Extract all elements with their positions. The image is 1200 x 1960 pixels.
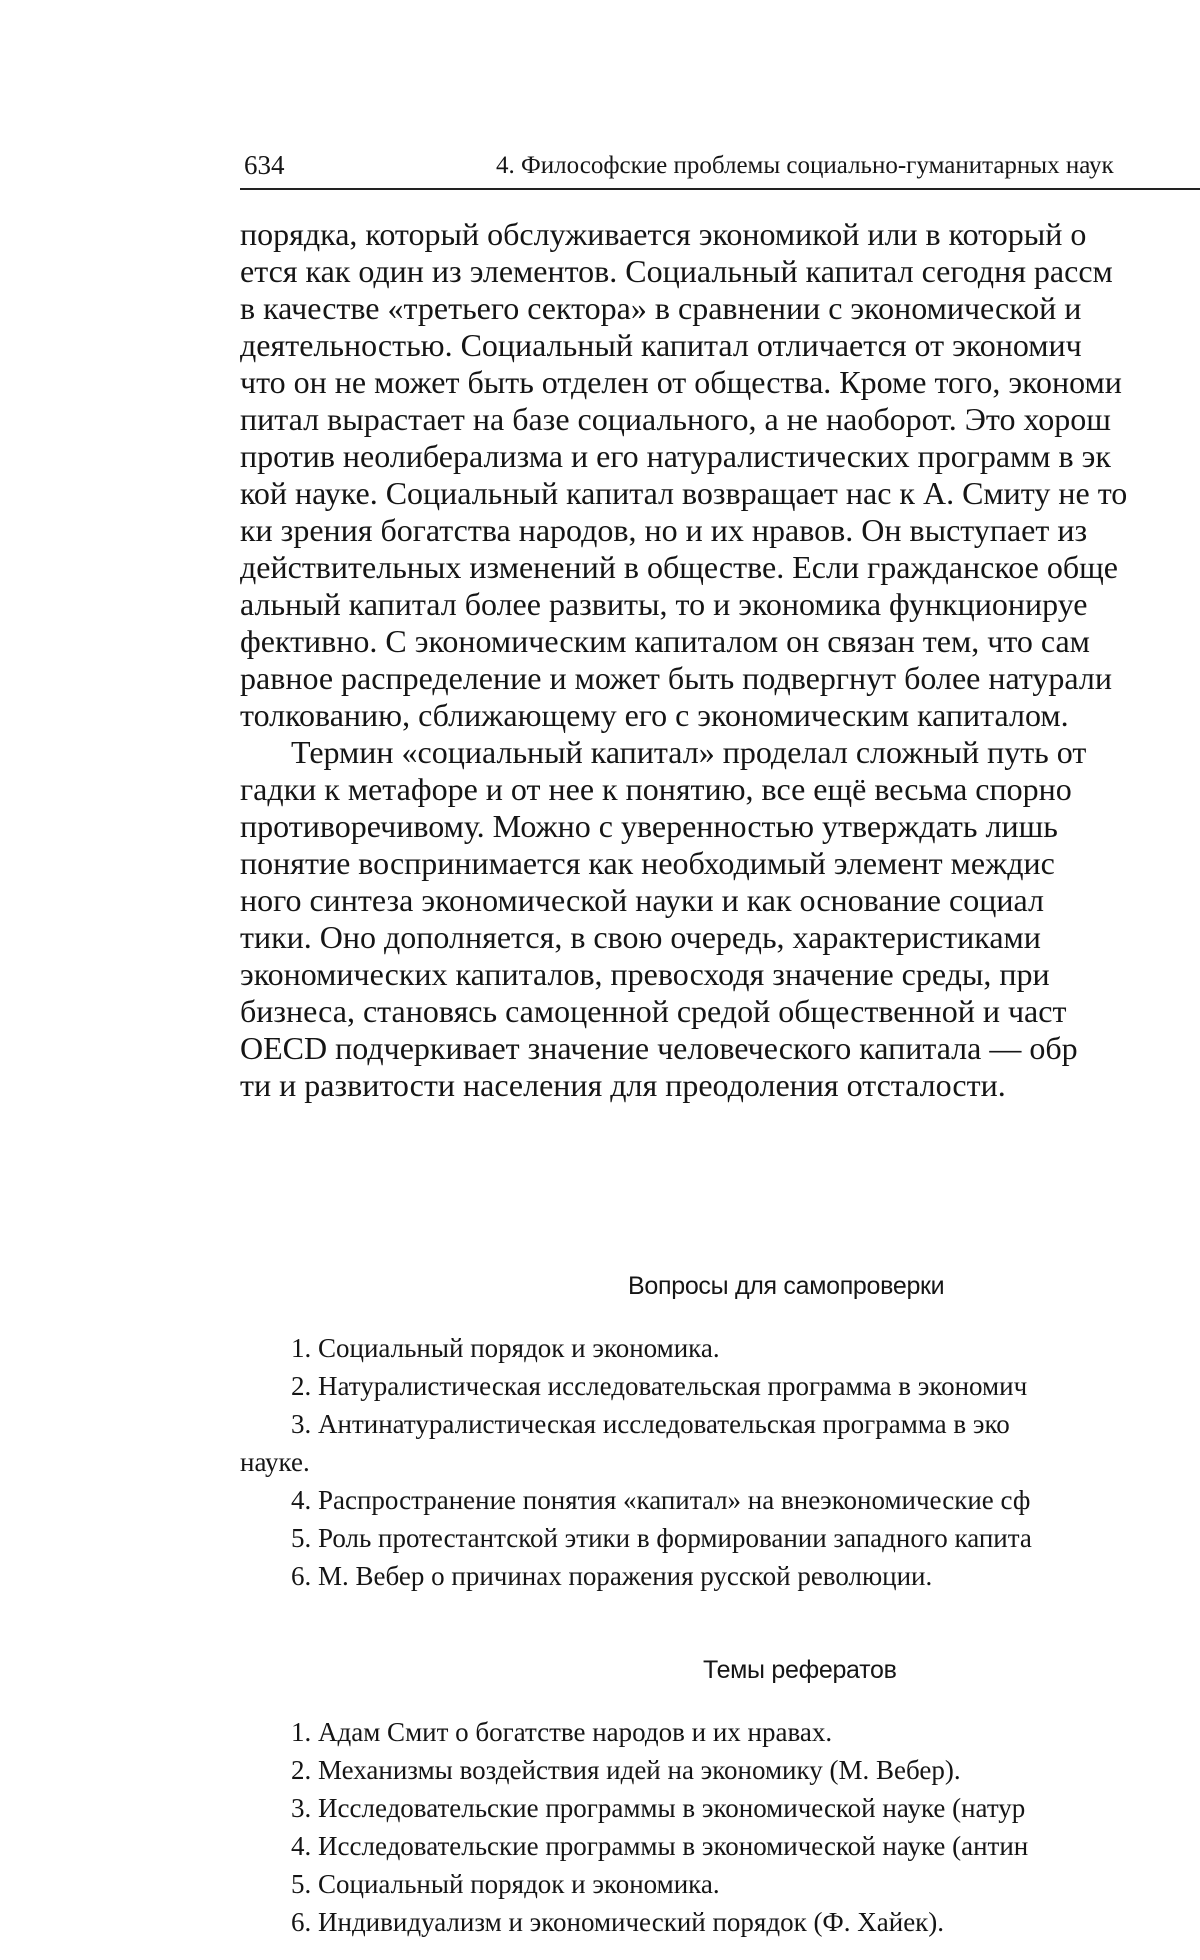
text-line: фективно. С экономическим капиталом он связан тем, что сам <box>240 623 1090 659</box>
text-line: Термин «социальный капитал» проделал сложный путь от <box>291 734 1087 770</box>
page-number: 634 <box>244 150 285 180</box>
text-line: в качестве «третьего сектора» в сравнении с экономической и <box>240 290 1082 326</box>
questions-title: Вопросы для самопроверки <box>628 1272 945 1300</box>
text-line: ется как один из элементов. Социальный капитал сегодня рассм <box>240 253 1113 289</box>
question-item: 2. Натуралистическая исследовательская программа в экономич <box>291 1371 1028 1401</box>
page-header <box>240 148 1200 190</box>
question-item: 3. Антинатуралистическая исследовательская программа в эко <box>291 1409 1010 1439</box>
question-item: 1. Социальный порядок и экономика. <box>291 1333 720 1363</box>
text-line: тики. Оно дополняется, в свою очередь, характеристиками <box>240 919 1041 955</box>
text-line: экономических капиталов, превосходя значение среды, при <box>240 956 1050 992</box>
text-line: равное распределение и может быть подвергнут более натурали <box>240 660 1112 696</box>
running-title: 4. Философские проблемы социально-гуманитарных наук <box>496 152 1114 179</box>
topics-title: Темы рефератов <box>703 1656 897 1684</box>
question-item-continuation: науке. <box>240 1447 310 1477</box>
topic-item: 6. Индивидуализм и экономический порядок (Ф. Хайек). <box>291 1907 945 1937</box>
text-line: толкованию, сближающему его с экономическим капиталом. <box>240 697 1069 733</box>
text-line: противоречивому. Можно с уверенностью утверждать лишь <box>240 808 1058 844</box>
text-line: альный капитал более развиты, то и экономика функционируе <box>240 586 1088 622</box>
question-item: 4. Распространение понятия «капитал» на внеэкономические сф <box>291 1485 1031 1515</box>
question-item: 6. М. Вебер о причинах поражения русской революции. <box>291 1561 933 1591</box>
text-line: бизнеса, становясь самоценной средой общественной и част <box>240 993 1067 1029</box>
text-line: порядка, который обслуживается экономикой или в который о <box>240 216 1087 252</box>
text-line: деятельностью. Социальный капитал отличается от экономич <box>240 327 1082 363</box>
text-line: кой науке. Социальный капитал возвращает нас к А. Смиту не то <box>240 475 1128 511</box>
topic-item: 1. Адам Смит о богатстве народов и их нравах. <box>291 1717 833 1747</box>
text-line: питал вырастает на базе социального, а не наоборот. Это хорош <box>240 401 1111 437</box>
text-line: ки зрения богатства народов, но и их нравов. Он выступает из <box>240 512 1088 548</box>
text-line: что он не может быть отделен от общества. Кроме того, экономи <box>240 364 1122 400</box>
text-line: гадки к метафоре и от нее к понятию, все ещё весьма спорно <box>240 771 1072 807</box>
text-line: понятие воспринимается как необходимый элемент междис <box>240 845 1055 881</box>
text-line: ного синтеза экономической науки и как основание социал <box>240 882 1044 918</box>
question-item: 5. Роль протестантской этики в формировании западного капита <box>291 1523 1032 1553</box>
text-line: действительных изменений в обществе. Если гражданское обще <box>240 549 1118 585</box>
topic-item: 5. Социальный порядок и экономика. <box>291 1869 720 1899</box>
topic-item: 3. Исследовательские программы в экономической науке (натур <box>291 1793 1026 1823</box>
text-line: OECD подчеркивает значение человеческого капитала — обр <box>240 1030 1078 1066</box>
topic-item: 4. Исследовательские программы в экономической науке (антин <box>291 1831 1029 1861</box>
text-line: ти и развитости населения для преодоления отсталости. <box>240 1067 1006 1103</box>
text-line: против неолиберализма и его натуралистических программ в эк <box>240 438 1111 474</box>
topic-item: 2. Механизмы воздействия идей на экономику (М. Вебер). <box>291 1755 961 1785</box>
